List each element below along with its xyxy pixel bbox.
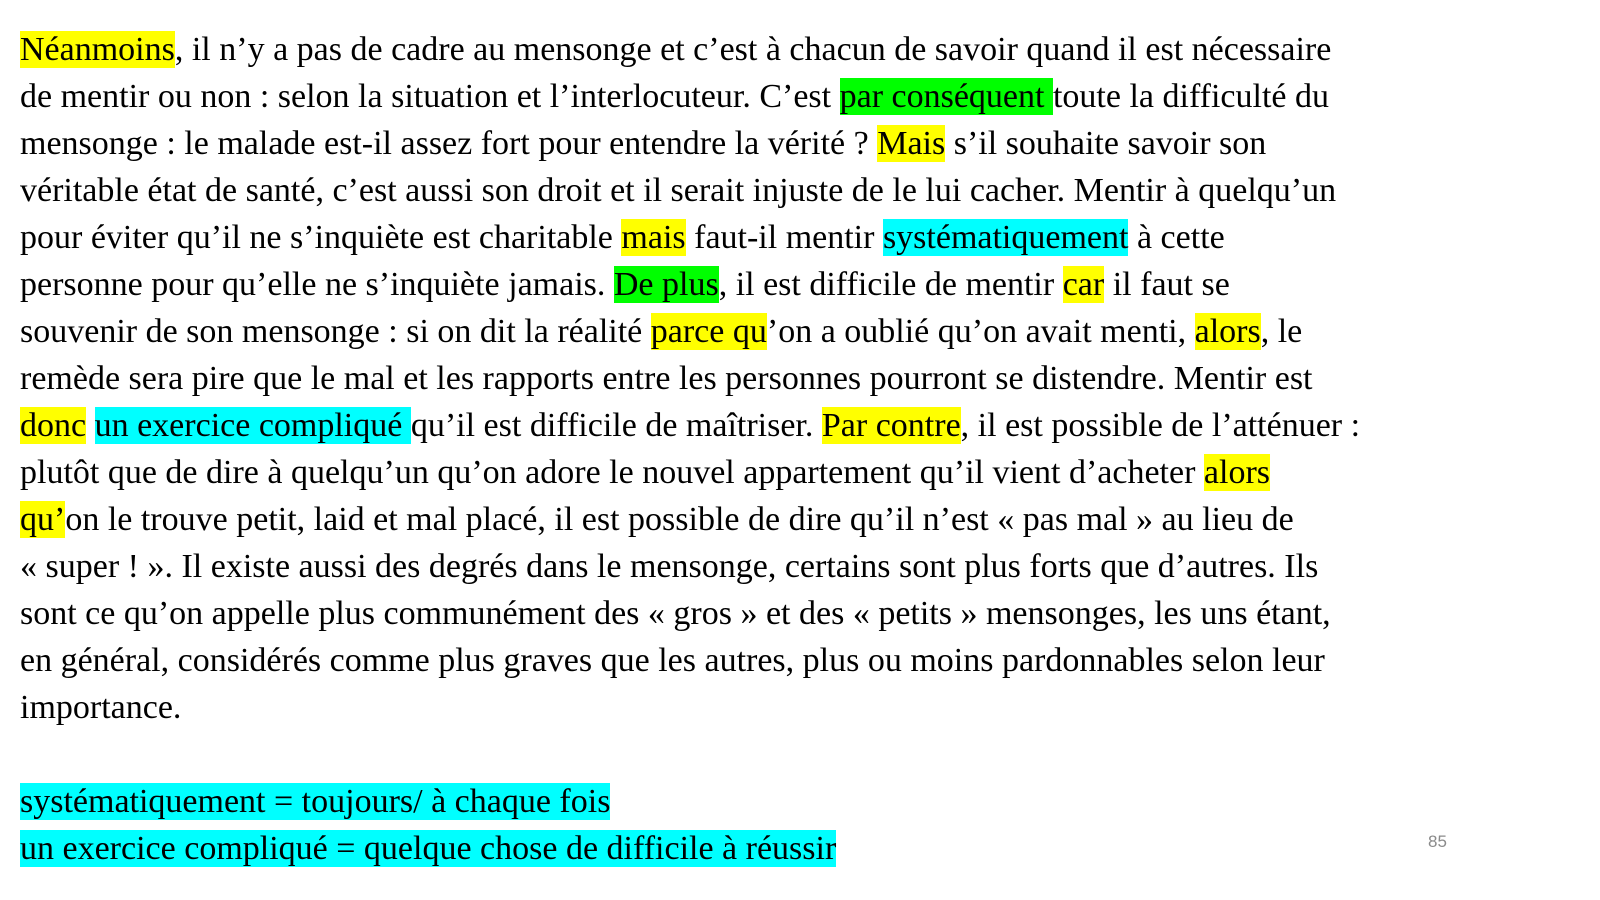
highlighted-connector-yellow: Par contre bbox=[821, 407, 961, 444]
glossary-definition: un exercice compliqué = quelque chose de difficile à réussir bbox=[20, 830, 837, 867]
text-segment: s’il souhaite savoir son bbox=[945, 125, 1267, 162]
text-segment: en général, considérés comme plus graves que les autres, plus ou moins pardonnables selon leur bbox=[20, 642, 1325, 679]
text-segment: véritable état de santé, c’est aussi son droit et il serait injuste de le lui cacher. Mentir à quelqu’un bbox=[20, 172, 1337, 209]
text-segment: faut-il mentir bbox=[685, 219, 883, 256]
text-segment bbox=[86, 407, 95, 444]
text-line bbox=[20, 402, 1580, 449]
text-segment: plutôt que de dire à quelqu’un qu’on adore le nouvel appartement qu’il vient d’acheter bbox=[20, 454, 1204, 491]
glossary-definition: systématiquement = toujours/ à chaque fois bbox=[20, 783, 611, 820]
text-segment: , il est possible de l’atténuer : bbox=[960, 407, 1361, 444]
highlighted-connector-yellow: Mais bbox=[877, 125, 946, 162]
text-line bbox=[20, 496, 1580, 543]
text-segment: ’on a oublié qu’on avait menti, bbox=[766, 313, 1195, 350]
text-line bbox=[20, 355, 1580, 402]
text-line bbox=[20, 449, 1580, 496]
highlighted-connector-yellow: alors bbox=[1194, 313, 1261, 350]
text-segment: , le bbox=[1260, 313, 1303, 350]
text-segment: remède sera pire que le mal et les rapports entre les personnes pourront se distendre. Mentir est bbox=[20, 360, 1313, 397]
glossary bbox=[20, 778, 1580, 872]
page-number: 85 bbox=[1428, 832, 1447, 851]
text-segment: importance. bbox=[20, 689, 182, 726]
text-segment: « super ! ». Il existe aussi des degrés dans le mensonge, certains sont plus forts que d’autres. Ils bbox=[20, 548, 1319, 585]
highlighted-connector-yellow: parce qu bbox=[650, 313, 767, 350]
highlighted-connector-yellow: mais bbox=[621, 219, 686, 256]
text-segment: mensonge : le malade est-il assez fort pour entendre la vérité ? bbox=[20, 125, 878, 162]
highlighted-connector-yellow: qu’ bbox=[20, 501, 66, 538]
paragraph bbox=[20, 26, 1580, 731]
highlighted-connector-yellow: alors bbox=[1203, 454, 1271, 491]
text-segment: il faut se bbox=[1104, 266, 1230, 303]
text-segment: toute la difficulté du bbox=[1052, 78, 1330, 115]
text-line bbox=[20, 590, 1580, 637]
highlighted-connector-green: De plus bbox=[613, 266, 719, 303]
text-line bbox=[20, 26, 1580, 73]
highlighted-connector-yellow: car bbox=[1062, 266, 1105, 303]
text-line bbox=[20, 261, 1580, 308]
highlighted-connector-yellow: Néanmoins bbox=[20, 31, 175, 68]
text-segment: de mentir ou non : selon la situation et l’interlocuteur. C’est bbox=[20, 78, 840, 115]
text-segment: qu’il est difficile de maîtriser. bbox=[410, 407, 822, 444]
glossary-line bbox=[20, 825, 1580, 872]
text-line bbox=[20, 684, 1580, 731]
text-segment: on le trouve petit, laid et mal placé, il est possible de dire qu’il n’est « pas mal » au lieu de bbox=[65, 501, 1294, 538]
text-segment: à cette bbox=[1128, 219, 1225, 256]
text-segment: souvenir de son mensonge : si on dit la réalité bbox=[20, 313, 651, 350]
highlighted-connector-green: par conséquent bbox=[839, 78, 1053, 115]
text-segment: , il n’y a pas de cadre au mensonge et c’est à chacun de savoir quand il est nécessaire bbox=[174, 31, 1332, 68]
text-line bbox=[20, 214, 1580, 261]
highlighted-connector-cyan: systématiquement bbox=[882, 219, 1129, 256]
text-segment: sont ce qu’on appelle plus communément des « gros » et des « petits » mensonges, les uns étant, bbox=[20, 595, 1331, 632]
text-line bbox=[20, 73, 1580, 120]
text-segment: , il est difficile de mentir bbox=[718, 266, 1063, 303]
glossary-line bbox=[20, 778, 1580, 825]
text-line bbox=[20, 167, 1580, 214]
text-line bbox=[20, 637, 1580, 684]
blank-line bbox=[20, 731, 1580, 778]
text-segment: personne pour qu’elle ne s’inquiète jamais. bbox=[20, 266, 614, 303]
highlighted-connector-yellow: donc bbox=[20, 407, 87, 444]
highlighted-connector-cyan: un exercice compliqué bbox=[94, 407, 411, 444]
text-line bbox=[20, 120, 1580, 167]
text-line bbox=[20, 543, 1580, 590]
main-text-block bbox=[20, 26, 1580, 872]
text-line bbox=[20, 308, 1580, 355]
text-segment: pour éviter qu’il ne s’inquiète est charitable bbox=[20, 219, 622, 256]
